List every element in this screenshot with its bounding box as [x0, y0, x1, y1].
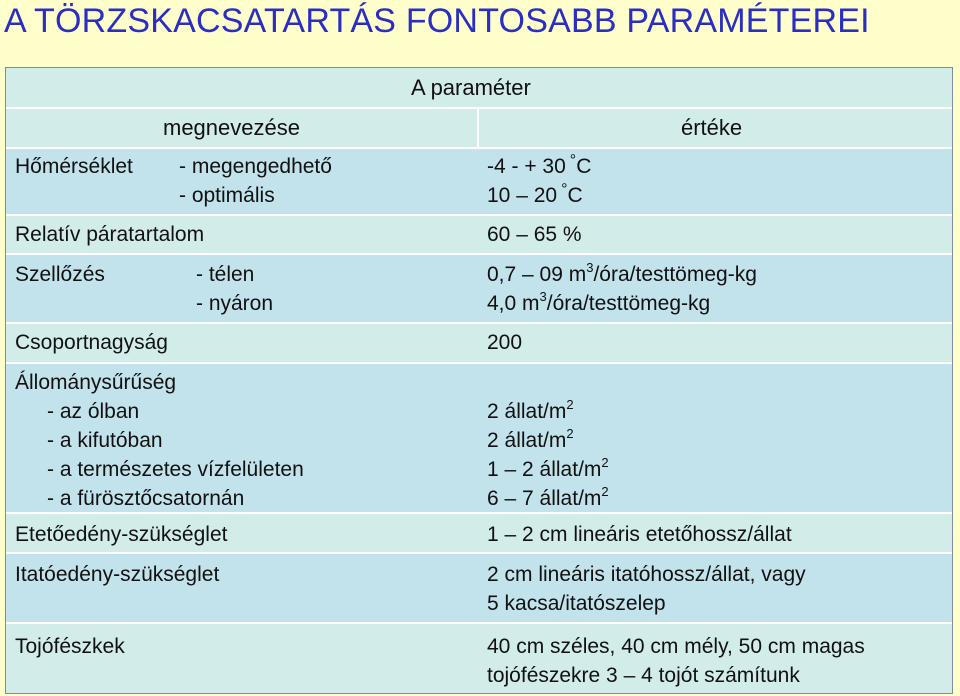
- row-szellozes: [6, 255, 952, 324]
- label-vizfeluleten: - a természetes vízfelületen: [47, 458, 304, 481]
- value-etetoedeny: 1 – 2 cm lineáris etetőhossz/állat: [487, 523, 792, 546]
- value-furosztocsatornan: 6 – 7 állat/$m^2$: [487, 484, 609, 510]
- label-furosztocsatornan: - a fürösztőcsatornán: [47, 487, 245, 510]
- row-csoportnagysag: [6, 324, 952, 364]
- value-nyaron: 4,0 $m^3/óra/testtömeg-kg$: [487, 289, 711, 315]
- header-row: [6, 109, 952, 149]
- label-az-olban: - az ólban: [47, 400, 140, 423]
- header-row-top: [6, 68, 952, 109]
- row-homerseklet: [6, 149, 952, 216]
- value-kifutoban: 2 állat/$m^2$: [487, 426, 574, 452]
- value-telen: 0,7 – 09 $m^3/óra/testtömeg-kg$: [487, 260, 757, 286]
- value-tojofeszkek-2: tojófészekre 3 – 4 tojót számítunk: [487, 664, 800, 687]
- label-nyaron: - nyáron: [196, 292, 274, 315]
- label-tojofeszkek: Tojófészkek: [15, 635, 125, 658]
- label-itatoedeny: Itatóedény-szükséglet: [15, 563, 220, 586]
- value-itatoedeny-2: 5 kacsa/itatószelep: [487, 592, 666, 615]
- value-az-olban: 2 állat/$m^2$: [487, 397, 574, 423]
- header-value: értéke: [681, 115, 743, 140]
- value-optimalis: 10 – 20 °C: [487, 181, 583, 207]
- value-csoportnagysag: 200: [487, 331, 523, 354]
- row-tojofeszkek: [6, 624, 952, 693]
- value-tojofeszkek-1: 40 cm széles, 40 cm mély, 50 cm magas: [487, 635, 865, 658]
- label-kifutoban: - a kifutóban: [47, 429, 163, 452]
- value-paratartalom: 60 – 65 %: [487, 223, 582, 246]
- header-parameter: A paraméter: [411, 75, 531, 100]
- label-allomanysuruseg: Állománysűrűség: [15, 371, 177, 394]
- row-etetoedeny: [6, 514, 952, 554]
- label-csoportnagysag: Csoportnagyság: [15, 331, 168, 354]
- page-title: A TÖRZSKACSATARTÁS FONTOSABB PARAMÉTEREI: [4, 2, 870, 40]
- label-szellozes: Szellőzés: [15, 263, 105, 286]
- column-divider: [477, 109, 479, 147]
- row-paratartalom: [6, 216, 952, 255]
- row-itatoedeny: [6, 554, 952, 624]
- label-homerseklet: Hőmérséklet: [15, 155, 133, 178]
- row-allomanysuruseg: [6, 364, 952, 514]
- value-vizfeluleten: 1 – 2 állat/$m^2$: [487, 455, 609, 481]
- value-itatoedeny-1: 2 cm lineáris itatóhossz/állat, vagy: [487, 563, 806, 586]
- value-megengedheto: -4 - + 30 °C: [487, 152, 592, 178]
- label-optimalis: - optimális: [179, 184, 275, 207]
- label-megengedheto: - megengedhető: [179, 155, 332, 178]
- label-telen: - télen: [196, 263, 255, 286]
- header-name: megnevezése: [163, 115, 300, 140]
- label-paratartalom: Relatív páratartalom: [15, 223, 205, 246]
- label-etetoedeny: Etetőedény-szükséglet: [15, 523, 228, 546]
- parameter-table: [5, 67, 953, 694]
